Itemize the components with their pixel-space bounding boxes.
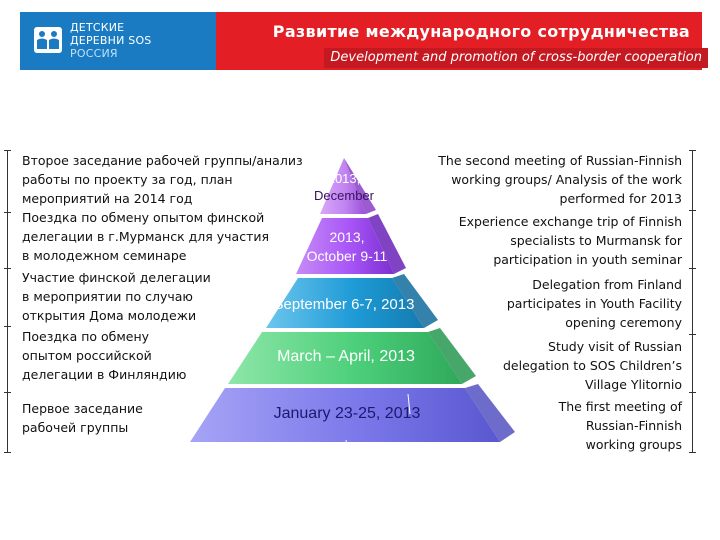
left-event-3 [22,268,211,325]
right-event-4-line: Study visit of Russian [548,339,682,354]
right-event-3 [507,275,682,332]
right-event-3-line: opening ceremony [565,315,682,330]
right-event-2-line: participation in youth seminar [493,252,682,267]
right-event-2 [459,212,682,269]
right-event-1-line: working groups/ Analysis of the work [451,172,682,187]
tier4-label [246,348,446,366]
right-event-1-line: The second meeting of Russian-Finnish [438,153,682,168]
left-event-4-line: Поездка по обмену [22,329,150,344]
left-event-1 [22,151,303,208]
right-event-1-line: performed for 2013 [559,191,682,206]
right-event-2-line: Experience exchange trip of Finnish [458,214,682,229]
left-event-3-line: открытия Дома молодежи [22,308,197,323]
left-event-5-line: Первое заседание [22,401,143,416]
tier3-label [252,296,436,313]
tier5-label [234,405,460,423]
left-event-3-line: в мероприятии по случаю [22,289,193,304]
left-event-1-line: Второе заседание рабочей группы/анализ [22,153,303,168]
right-event-5-line: Russian-Finnish [585,418,682,433]
right-event-3-line: participates in Youth Facility [506,296,682,311]
right-event-2-line: specialists to Murmansk for [510,233,682,248]
title-english: Development and promotion of cross-border cooperation [324,48,708,68]
tier2-date: October 9-11 [306,248,388,264]
logo-line2: ДЕРЕВНИ SOS [70,34,152,47]
left-event-2-line: в молодежном семинаре [22,248,187,263]
right-event-5-line: working groups [585,437,682,452]
left-event-1-line: мероприятий на 2014 год [22,191,193,206]
tier4-date: March – April, 2013 [277,348,415,365]
right-event-5 [559,397,682,454]
tier2-label [294,228,400,266]
logo-line1: ДЕТСКИЕ [70,21,125,34]
right-event-4-line: Village Ylitornio [584,377,682,392]
right-event-5-line: The first meeting of [558,399,682,414]
left-event-4-line: опытом российской [22,348,152,363]
tier3-date: September 6-7, 2013 [273,296,415,313]
tier1-label [304,170,384,204]
right-event-1 [438,151,682,208]
left-event-2-line: делегации в г.Мурманск для участия [22,229,269,244]
tier1-month: December [314,188,374,203]
tier5-date: January 23-25, 2013 [273,405,421,422]
left-event-2-line: Поездка по обмену опытом финской [22,210,265,225]
right-event-3-line: Delegation from Finland [532,277,682,292]
right-event-4 [503,337,682,394]
tier1-year: 2013, [327,171,361,186]
left-event-2 [22,208,269,265]
left-event-4 [22,327,186,384]
right-event-4-line: delegation to SOS Children’s [503,358,682,373]
left-event-5 [22,399,143,437]
left-event-5-line: рабочей группы [22,420,129,435]
left-event-3-line: Участие финской делегации [22,270,211,285]
connector-line [346,440,350,462]
left-event-1-line: работы по проекту за год, план [22,172,233,187]
logo-line3: РОССИЯ [70,47,118,60]
title-russian: Развитие международного сотрудничества [272,22,690,41]
left-event-4-line: делегации в Финляндию [22,367,187,382]
tier2-year: 2013, [329,229,365,245]
